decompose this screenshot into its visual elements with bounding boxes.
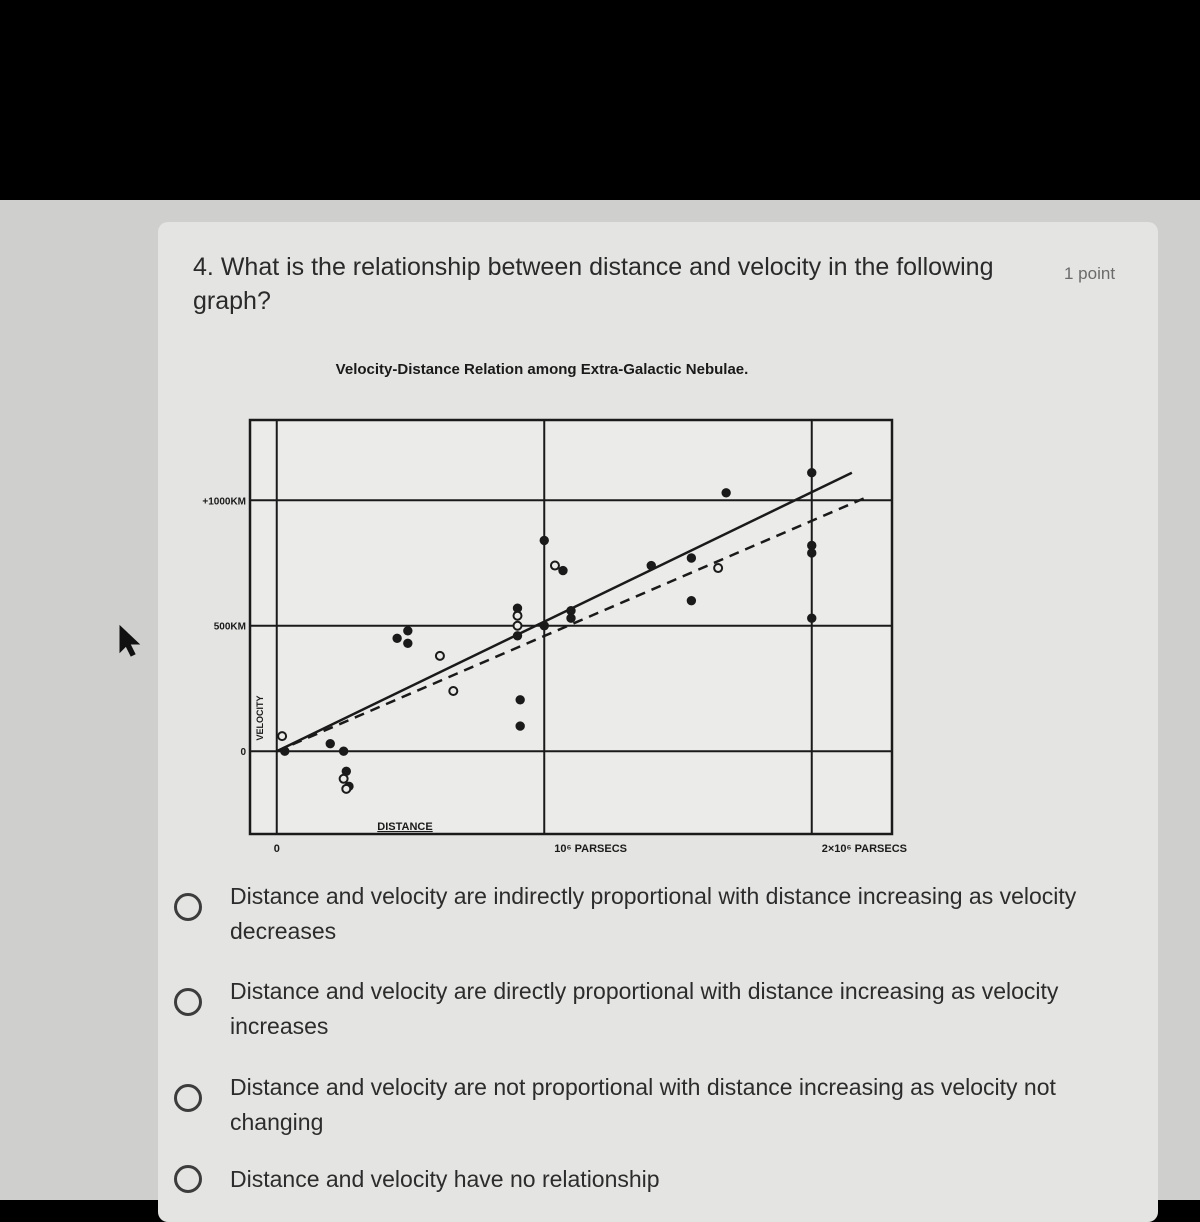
open-data-point [278,732,286,740]
option-label: Distance and velocity are indirectly proportional with distance increasing as velocity decreases [230,883,1077,944]
filled-data-point [393,634,401,642]
open-data-point [342,785,350,793]
filled-data-point [808,614,816,622]
filled-data-point [647,561,655,569]
x-tick-label: 10⁶ PARSECS [554,843,627,855]
radio-unchecked-icon[interactable] [174,1084,202,1112]
open-data-point [514,612,522,620]
x-tick-label: 0 [273,843,280,855]
filled-data-point [808,549,816,557]
filled-data-point [567,606,575,614]
open-data-point [449,687,457,695]
radio-unchecked-icon[interactable] [174,1165,202,1193]
filled-data-point [808,468,816,476]
filled-data-point [281,747,289,755]
question-body: What is the relationship between distance and velocity in the following graph? [193,253,994,315]
open-data-point [714,564,722,572]
question-number: 4. [193,253,214,281]
filled-data-point [559,566,567,574]
x-axis-label: DISTANCE [377,821,433,833]
option-label: Distance and velocity have no relationship [230,1166,660,1192]
y-tick-label: 500KM [213,621,246,633]
points-label: 1 point [1064,264,1116,283]
filled-data-point [540,536,548,544]
filled-data-point [516,696,524,704]
radio-unchecked-icon[interactable] [174,988,202,1016]
y-tick-label: 0 [240,747,246,759]
question-text [193,250,1053,318]
filled-data-point [540,622,548,630]
filled-data-point [687,554,695,562]
option-label: Distance and velocity are directly proportional with distance increasing as velocity increases [230,978,1059,1039]
y-axis-label: VELOCITY [255,695,265,741]
filled-data-point [326,739,334,747]
velocity-distance-chart [180,350,920,860]
filled-data-point [516,722,524,730]
open-data-point [514,622,522,630]
filled-data-point [687,596,695,604]
filled-data-point [722,489,730,497]
open-data-point [340,775,348,783]
filled-data-point [513,632,521,640]
filled-data-point [404,627,412,635]
chart-title: Velocity-Distance Relation among Extra-Galactic Nebulae. [335,361,749,378]
filled-data-point [404,639,412,647]
filled-data-point [339,747,347,755]
radio-unchecked-icon[interactable] [174,893,202,921]
option-label: Distance and velocity are not proportional with distance increasing as velocity not changing [230,1074,1056,1135]
x-tick-label: 2×10⁶ PARSECS [821,843,908,855]
y-tick-label: +1000KM [202,496,246,508]
mouse-pointer-icon [118,624,142,658]
open-data-point [551,562,559,570]
open-data-point [436,652,444,660]
